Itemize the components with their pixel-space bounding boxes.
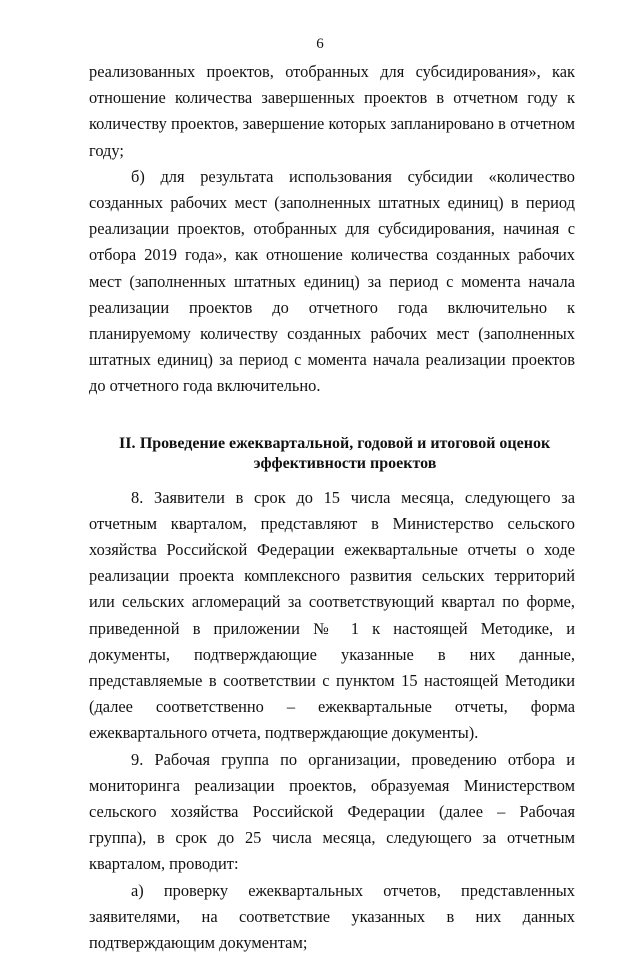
page-number: 6 [316, 36, 324, 52]
paragraph-continuation: реализованных проектов, отобранных для субсидирования», как отношение количества завершенных проектов в отчетном году к количеству проектов, завершение которых запланировано в отчетном году; [89, 62, 575, 160]
paragraph-point-8: 8. Заявители в срок до 15 числа месяца, следующего за отчетным кварталом, представляют в Министерство сельского хозяйства Российской Федерации ежеквартальные отчеты о ходе реализации проекта комплексного развития сельских территорий или сельских агломераций за соответствующий квартал по форме, приведенной в приложении № 1 к настоящей Методике, и документы, подтверждающие указанные в них данные, представляемые в соответствии с пунктом 15 настоящей Методики (далее соответственно – ежеквартальные отчеты, форма ежеквартального отчета, подтверждающие документы). [89, 487, 575, 743]
paragraph-item-b: б) для результата использования субсидии «количество созданных рабочих мест (заполненных штатных единиц) в период реализации проектов, отобранных для субсидирования, начиная с отбора 2019 года», как отношение количества созданных рабочих мест (заполненных штатных единиц) за период с момента начала реализации проектов до отчетного года включительно к планируемому количеству созданных рабочих мест (заполненных штатных единиц) за период с момента начала реализации проектов до отчетного года включительно. [89, 166, 575, 396]
paragraph-point-9a: а) проверку ежеквартальных отчетов, представленных заявителями, на соответствие указанных в них данных подтверждающим документам; [89, 880, 575, 953]
section-title: Проведение ежеквартальной, годовой и итоговой оценок эффективности проектов [139, 434, 551, 472]
section-heading [89, 434, 575, 474]
section-number: II. [119, 434, 136, 452]
paragraph-point-9: 9. Рабочая группа по организации, проведению отбора и мониторинга реализации проектов, образуемая Министерством сельского хозяйства Российской Федерации (далее – Рабочая группа), в срок до 25 числа месяца, следующего за отчетным кварталом, проводит: [89, 749, 575, 874]
document-body [89, 59, 575, 956]
